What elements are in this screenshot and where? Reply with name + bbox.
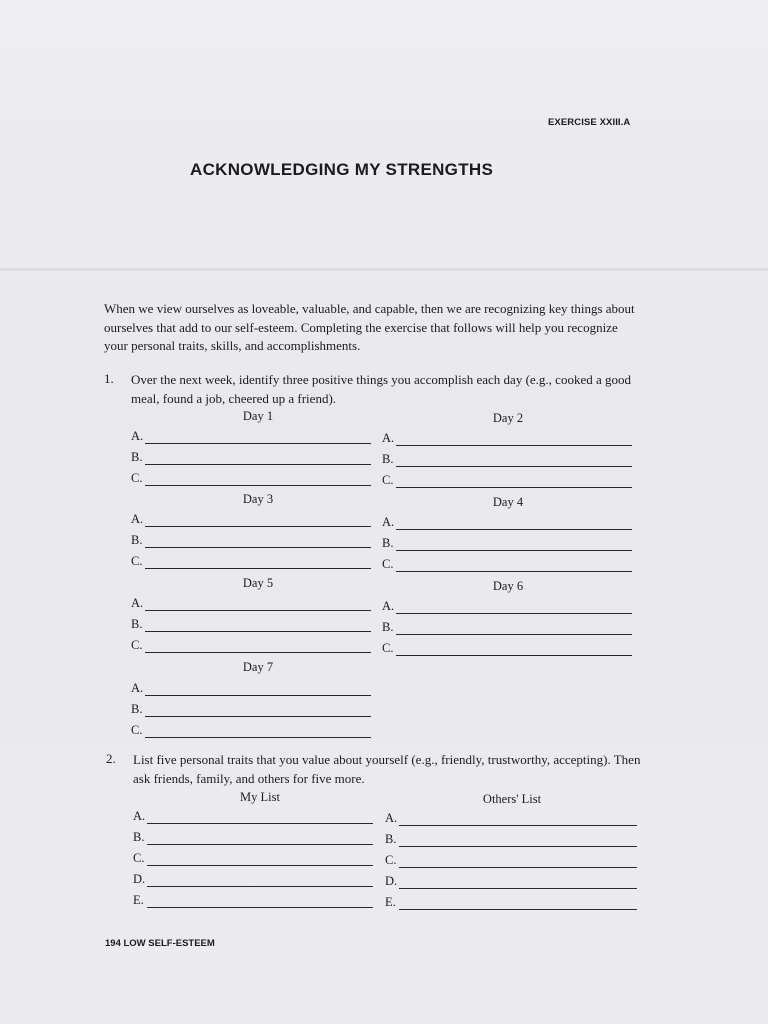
item-letter: C.	[382, 641, 394, 655]
day-7-answer-b[interactable]	[131, 702, 371, 720]
answer-line	[145, 716, 371, 717]
answer-line	[147, 823, 373, 824]
item-letter: E.	[133, 893, 144, 907]
item-letter: B.	[382, 620, 394, 634]
day-7-answer-c[interactable]	[131, 723, 371, 741]
item-letter: C.	[131, 723, 143, 737]
item-letter: B.	[382, 452, 394, 466]
answer-line	[396, 466, 632, 467]
item-letter: B.	[131, 702, 143, 716]
answer-line	[396, 655, 632, 656]
answer-line	[399, 888, 637, 889]
item-letter: C.	[131, 638, 143, 652]
page-footer: 194 LOW SELF-ESTEEM	[105, 938, 215, 949]
question-1-number: 1.	[104, 371, 114, 386]
day-1-answer-a[interactable]	[131, 429, 371, 447]
day-1-answer-c[interactable]	[131, 471, 371, 489]
answer-line	[396, 613, 632, 614]
others-list-answer-a[interactable]	[385, 811, 637, 829]
answer-line	[145, 737, 371, 738]
my-list-answer-b[interactable]	[133, 830, 373, 848]
item-letter: C.	[382, 473, 394, 487]
item-letter: C.	[131, 554, 143, 568]
item-letter: A.	[131, 596, 144, 610]
item-letter: B.	[131, 450, 143, 464]
my-list-answer-d[interactable]	[133, 872, 373, 890]
answer-line	[396, 445, 632, 446]
day-4-answer-b[interactable]	[382, 536, 632, 554]
answer-line	[399, 909, 637, 910]
item-letter: A.	[382, 515, 395, 529]
question-1-text: Over the next week, identify three positive things you accomplish each day (e.g., cooked a good meal, found a job, cheered up a friend).	[131, 372, 631, 406]
question-2-text: List five personal traits that you value about yourself (e.g., friendly, trustworthy, accepting). Then ask friends, family, and others for five more.	[133, 752, 641, 786]
answer-line	[145, 443, 371, 444]
day-5-answer-c[interactable]	[131, 638, 371, 656]
item-letter: B.	[131, 533, 143, 547]
item-letter: A.	[385, 811, 398, 825]
my-list-answer-a[interactable]	[133, 809, 373, 827]
day-5-heading: Day 5	[242, 576, 274, 590]
item-letter: A.	[131, 681, 144, 695]
question-2-number: 2.	[106, 751, 116, 766]
day-2-answer-c[interactable]	[382, 473, 632, 491]
answer-line	[147, 907, 373, 908]
item-letter: A.	[382, 431, 395, 445]
answer-line	[399, 846, 637, 847]
answer-line	[396, 571, 632, 572]
answer-line	[399, 867, 637, 868]
day-2-answer-b[interactable]	[382, 452, 632, 470]
others-list-heading: Others' List	[482, 792, 542, 806]
others-list-answer-d[interactable]	[385, 874, 637, 892]
answer-line	[399, 825, 637, 826]
day-7-heading: Day 7	[242, 660, 274, 674]
day-6-heading: Day 6	[492, 579, 524, 593]
item-letter: E.	[385, 895, 396, 909]
item-letter: C.	[382, 557, 394, 571]
intro-paragraph: When we view ourselves as loveable, valuable, and capable, then we are recognizing key things about ourselves that add to our self-esteem. Completing the exercise that follows will help you recognize your personal traits, skills, and accomplishments.	[104, 301, 635, 353]
day-2-heading: Day 2	[492, 411, 524, 425]
others-list-answer-b[interactable]	[385, 832, 637, 850]
item-letter: C.	[131, 471, 143, 485]
day-5-answer-a[interactable]	[131, 596, 371, 614]
answer-line	[396, 634, 632, 635]
item-letter: D.	[385, 874, 398, 888]
answer-line	[396, 529, 632, 530]
page-title: ACKNOWLEDGING MY STRENGTHS	[190, 160, 494, 179]
answer-line	[147, 844, 373, 845]
answer-line	[145, 568, 371, 569]
my-list-heading: My List	[240, 790, 280, 804]
day-2-answer-a[interactable]	[382, 431, 632, 449]
day-3-answer-a[interactable]	[131, 512, 371, 530]
answer-line	[396, 550, 632, 551]
item-letter: A.	[131, 512, 144, 526]
exercise-label: EXERCISE XXIII.A	[548, 117, 631, 128]
day-6-answer-c[interactable]	[382, 641, 632, 659]
answer-line	[145, 485, 371, 486]
others-list-answer-e[interactable]	[385, 895, 637, 913]
day-1-answer-b[interactable]	[131, 450, 371, 468]
day-3-heading: Day 3	[242, 492, 274, 506]
answer-line	[145, 631, 371, 632]
day-6-answer-a[interactable]	[382, 599, 632, 617]
answer-line	[145, 464, 371, 465]
day-7-answer-a[interactable]	[131, 681, 371, 699]
my-list-answer-e[interactable]	[133, 893, 373, 911]
answer-line	[145, 695, 371, 696]
item-letter: C.	[385, 853, 397, 867]
day-4-heading: Day 4	[492, 495, 524, 509]
day-5-answer-b[interactable]	[131, 617, 371, 635]
item-letter: A.	[133, 809, 146, 823]
answer-line	[396, 487, 632, 488]
my-list-answer-c[interactable]	[133, 851, 373, 869]
answer-line	[145, 526, 371, 527]
item-letter: B.	[385, 832, 397, 846]
day-4-answer-c[interactable]	[382, 557, 632, 575]
paper-fold	[0, 268, 768, 271]
item-letter: B.	[133, 830, 145, 844]
answer-line	[147, 865, 373, 866]
item-letter: B.	[131, 617, 143, 631]
item-letter: C.	[133, 851, 145, 865]
day-3-answer-b[interactable]	[131, 533, 371, 551]
answer-line	[145, 652, 371, 653]
answer-line	[145, 547, 371, 548]
day-3-answer-c[interactable]	[131, 554, 371, 572]
answer-line	[147, 886, 373, 887]
day-4-answer-a[interactable]	[382, 515, 632, 533]
item-letter: A.	[131, 429, 144, 443]
item-letter: A.	[382, 599, 395, 613]
item-letter: B.	[382, 536, 394, 550]
day-1-heading: Day 1	[242, 409, 274, 423]
answer-line	[145, 610, 371, 611]
item-letter: D.	[133, 872, 146, 886]
others-list-answer-c[interactable]	[385, 853, 637, 871]
day-6-answer-b[interactable]	[382, 620, 632, 638]
